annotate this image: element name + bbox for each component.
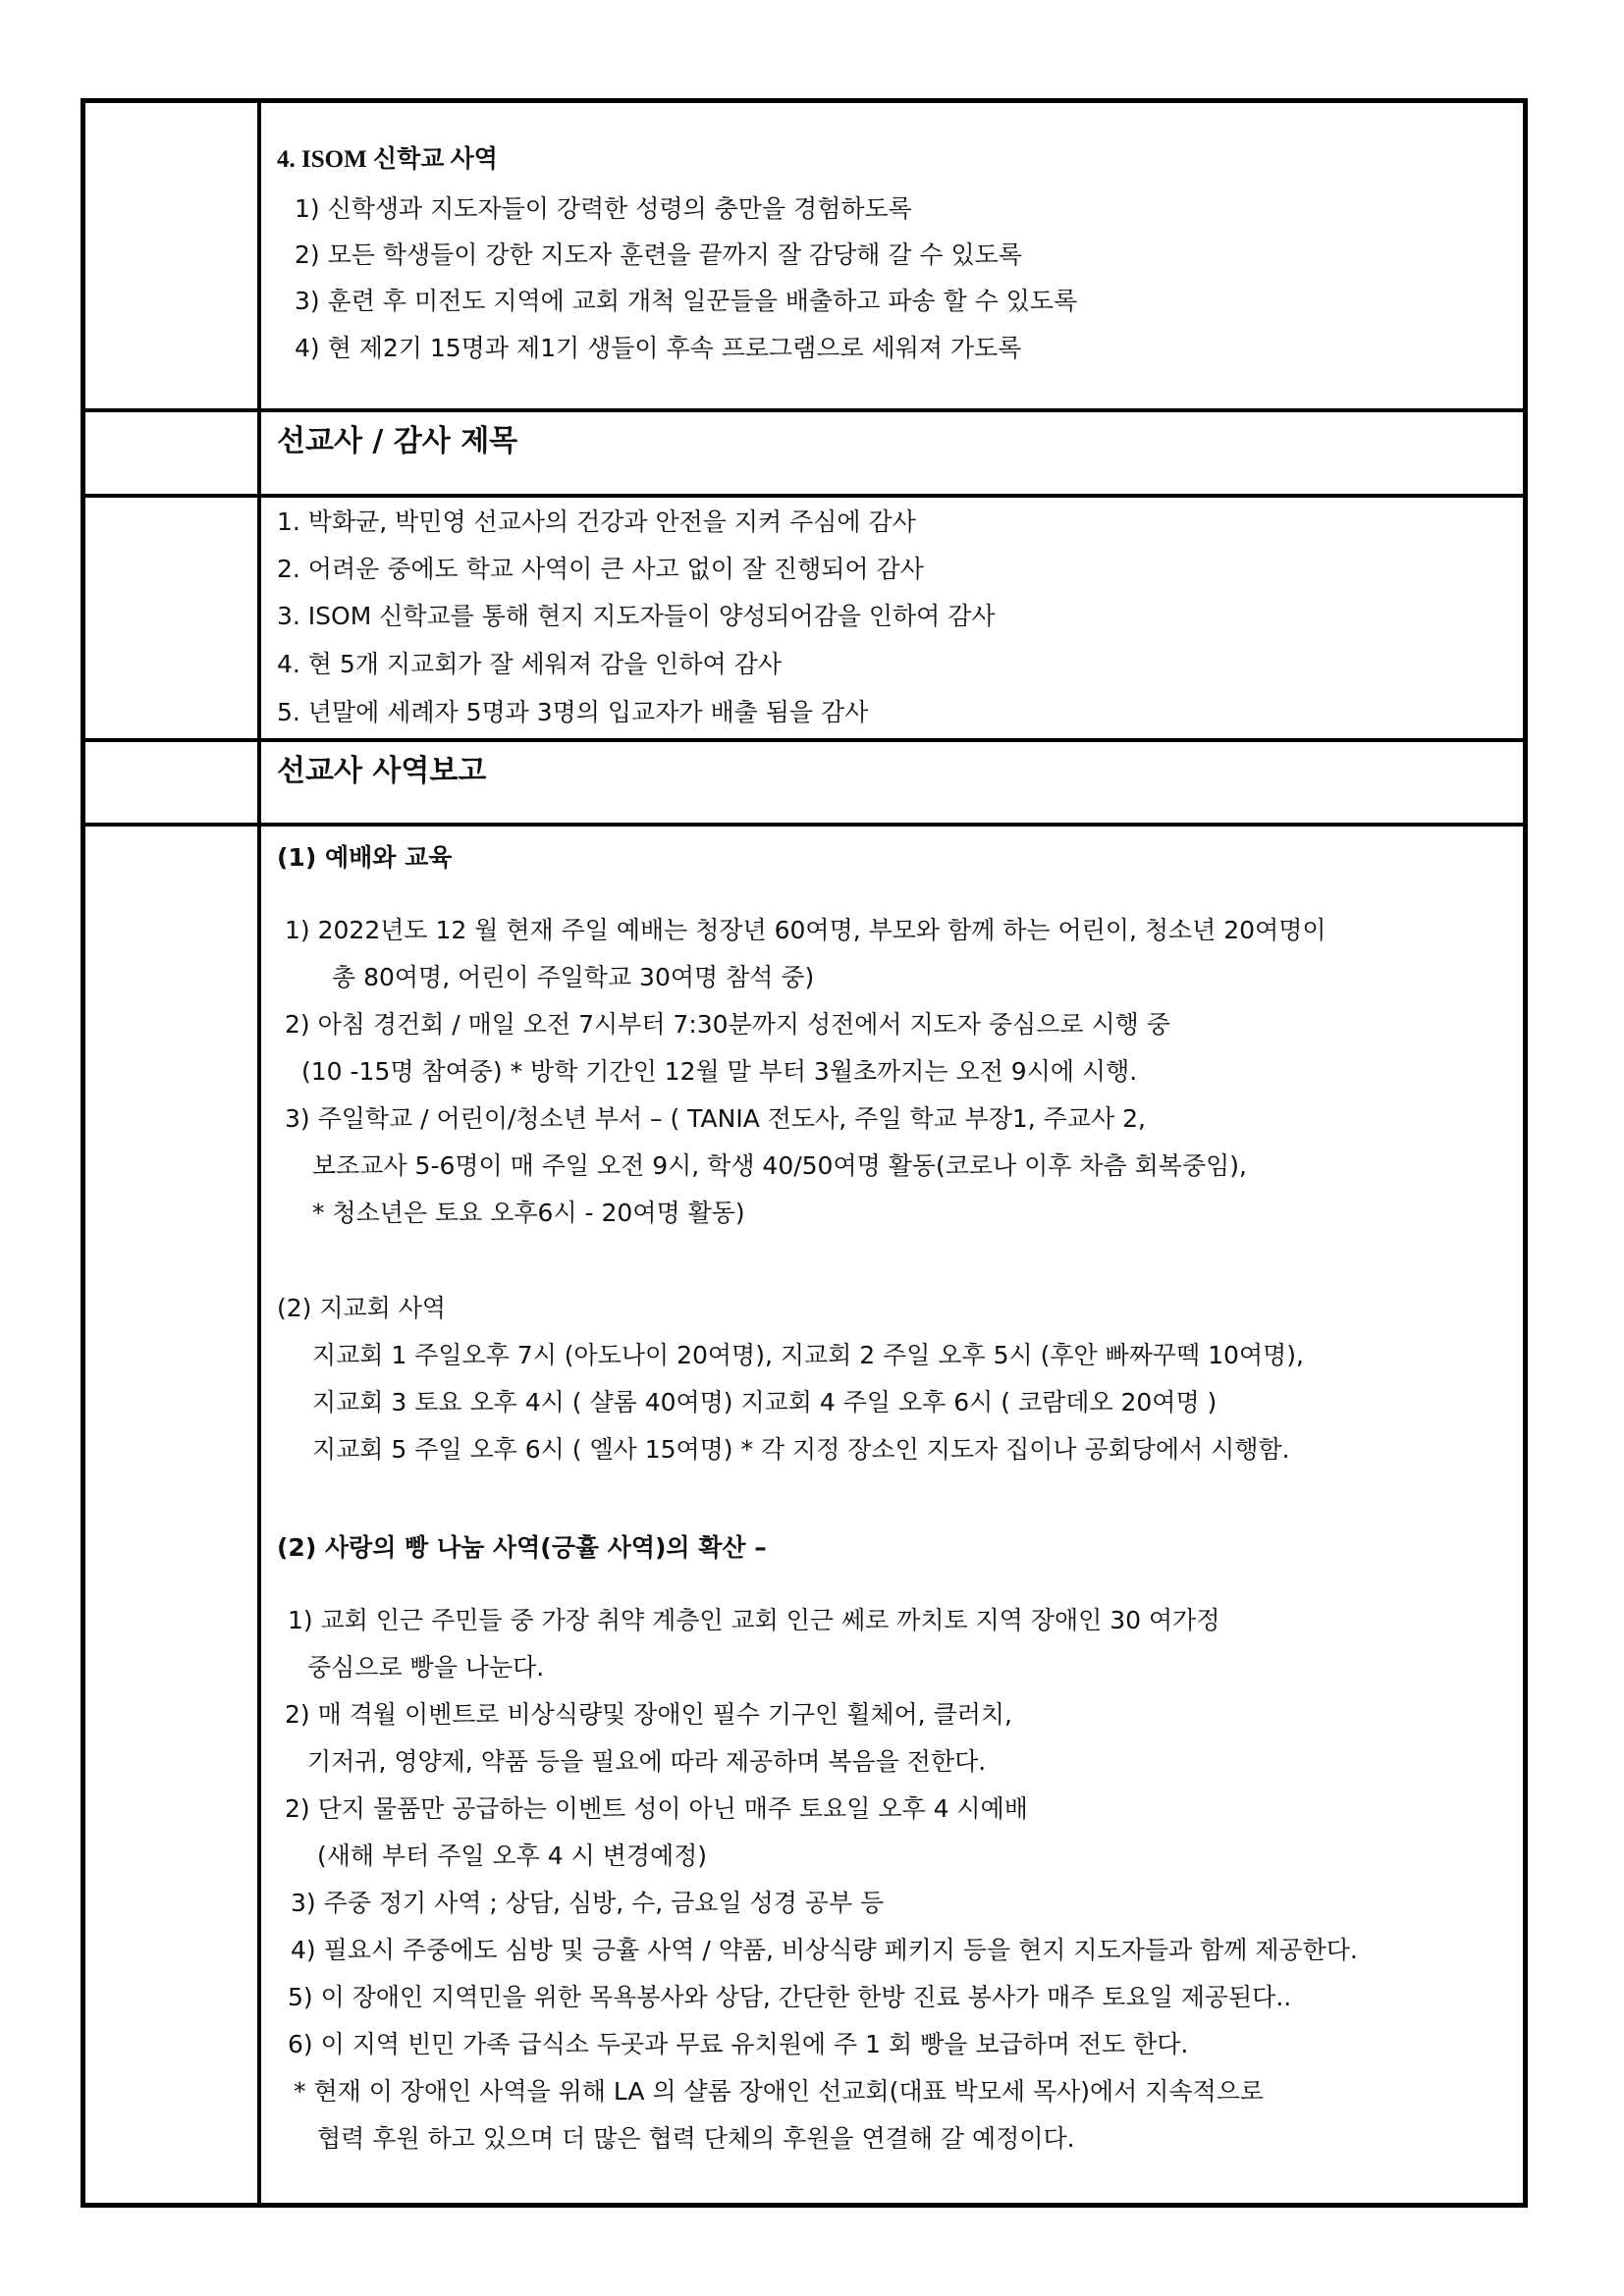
row-divider bbox=[85, 408, 1523, 412]
worship-line: 2) 아침 경건회 / 매일 오전 7시부터 7:30분까지 성전에서 지도자 중심으로 시행 중 bbox=[285, 1010, 1170, 1039]
bread-line: 1) 교회 인근 주민들 중 가장 취약 계층인 교회 인근 쎄로 까치토 지역 장애인 30 여가정 bbox=[288, 1606, 1220, 1634]
worship-line: 총 80여명, 어린이 주일학교 30여명 참석 중) bbox=[332, 963, 815, 991]
row-divider bbox=[85, 738, 1523, 742]
worship-line: 3) 주일학교 / 어린이/청소년 부서 – ( TANIA 전도사, 주일 학교 부장1, 주교사 2, bbox=[285, 1104, 1146, 1133]
bread-line: 협력 후원 하고 있으며 더 많은 협력 단체의 후원을 연결해 갈 예정이다. bbox=[317, 2124, 1075, 2153]
thanks-item: 3. ISOM 신학교를 통해 현지 지도자들이 양성되어감을 인하여 감사 bbox=[277, 602, 996, 630]
bread-heading: (2) 사랑의 빵 나눔 사역(긍휼 사역)의 확산 – bbox=[277, 1533, 767, 1562]
thanks-item: 2. 어려운 중에도 학교 사역이 큰 사고 없이 잘 진행되어 감사 bbox=[277, 555, 924, 583]
thanks-item: 5. 년말에 세례자 5명과 3명의 입교자가 배출 됨을 감사 bbox=[277, 698, 869, 726]
isom-item: 3) 훈련 후 미전도 지역에 교회 개척 일꾼들을 배출하고 파송 할 수 있도록 bbox=[295, 287, 1078, 315]
bread-line: 4) 필요시 주중에도 심방 및 긍휼 사역 / 약품, 비상식량 페키지 등을 현지 지도자들과 함께 제공한다. bbox=[291, 1936, 1358, 1964]
isom-heading: 4. ISOM 신학교 사역 bbox=[277, 146, 498, 173]
bread-line: 6) 이 지역 빈민 가족 급식소 두곳과 무료 유치원에 주 1 회 빵을 보급하며 전도 한다. bbox=[288, 2030, 1189, 2058]
bread-line: 5) 이 장애인 지역민을 위한 목욕봉사와 상담, 간단한 한방 진료 봉사가 매주 토요일 제공된다.. bbox=[288, 1983, 1292, 2011]
row-divider bbox=[85, 823, 1523, 827]
bread-line: 3) 주중 정기 사역 ; 상담, 심방, 수, 금요일 성경 공부 등 bbox=[291, 1889, 885, 1917]
worship-heading: (1) 예배와 교육 bbox=[277, 843, 453, 872]
report-heading: 선교사 사역보고 bbox=[277, 754, 487, 788]
branches-line: 지교회 3 토요 오후 4시 ( 샬롬 40여명) 지교회 4 주일 오후 6시 ( 코람데오 20여명 ) bbox=[312, 1388, 1218, 1416]
branches-line: 지교회 5 주일 오후 6시 ( 엘사 15여명) * 각 지정 장소인 지도자 집이나 공회당에서 시행함. bbox=[312, 1435, 1290, 1464]
thanks-heading: 선교사 / 감사 제목 bbox=[277, 424, 518, 458]
worship-line: 보조교사 5-6명이 매 주일 오전 9시, 학생 40/50여명 활동(코로나 이후 차츰 회복중임), bbox=[312, 1151, 1247, 1180]
bread-line: 2) 매 격월 이벤트로 비상식량및 장애인 필수 기구인 휠체어, 클러치, bbox=[285, 1700, 1012, 1729]
bread-line: (새해 부터 주일 오후 4 시 변경예정) bbox=[317, 1842, 708, 1870]
thanks-item: 4. 현 5개 지교회가 잘 세워져 감을 인하여 감사 bbox=[277, 650, 782, 678]
worship-line: (10 -15명 참여중) * 방학 기간인 12월 말 부터 3월초까지는 오전 9시에 시행. bbox=[301, 1057, 1138, 1086]
branches-heading: (2) 지교회 사역 bbox=[277, 1294, 447, 1322]
branches-line: 지교회 1 주일오후 7시 (아도나이 20여명), 지교회 2 주일 오후 5시 (후안 빠짜꾸떽 10여명), bbox=[312, 1341, 1304, 1369]
bread-line: * 현재 이 장애인 사역을 위해 LA 의 샬롬 장애인 선교회(대표 박모세 목사)에서 지속적으로 bbox=[294, 2077, 1265, 2106]
bread-line: 기저귀, 영양제, 약품 등을 필요에 따라 제공하며 복음을 전한다. bbox=[307, 1747, 987, 1776]
worship-line: 1) 2022년도 12 월 현재 주일 예배는 청장년 60여명, 부모와 함께 하는 어린이, 청소년 20여명이 bbox=[285, 916, 1326, 944]
bread-line: 중심으로 빵을 나눈다. bbox=[307, 1653, 545, 1682]
isom-item: 4) 현 제2기 15명과 제1기 생들이 후속 프로그램으로 세워져 가도록 bbox=[295, 334, 1022, 362]
row-divider bbox=[85, 494, 1523, 498]
isom-item: 2) 모든 학생들이 강한 지도자 훈련을 끝까지 잘 감당해 갈 수 있도록 bbox=[295, 240, 1022, 269]
isom-item: 1) 신학생과 지도자들이 강력한 성령의 충만을 경험하도록 bbox=[295, 194, 912, 223]
bread-line: 2) 단지 물품만 공급하는 이벤트 성이 아닌 매주 토요일 오후 4 시예배 bbox=[285, 1794, 1028, 1823]
column-divider bbox=[257, 103, 261, 2203]
thanks-item: 1. 박화균, 박민영 선교사의 건강과 안전을 지켜 주심에 감사 bbox=[277, 507, 916, 536]
worship-line: * 청소년은 토요 오후6시 - 20여명 활동) bbox=[312, 1199, 745, 1227]
